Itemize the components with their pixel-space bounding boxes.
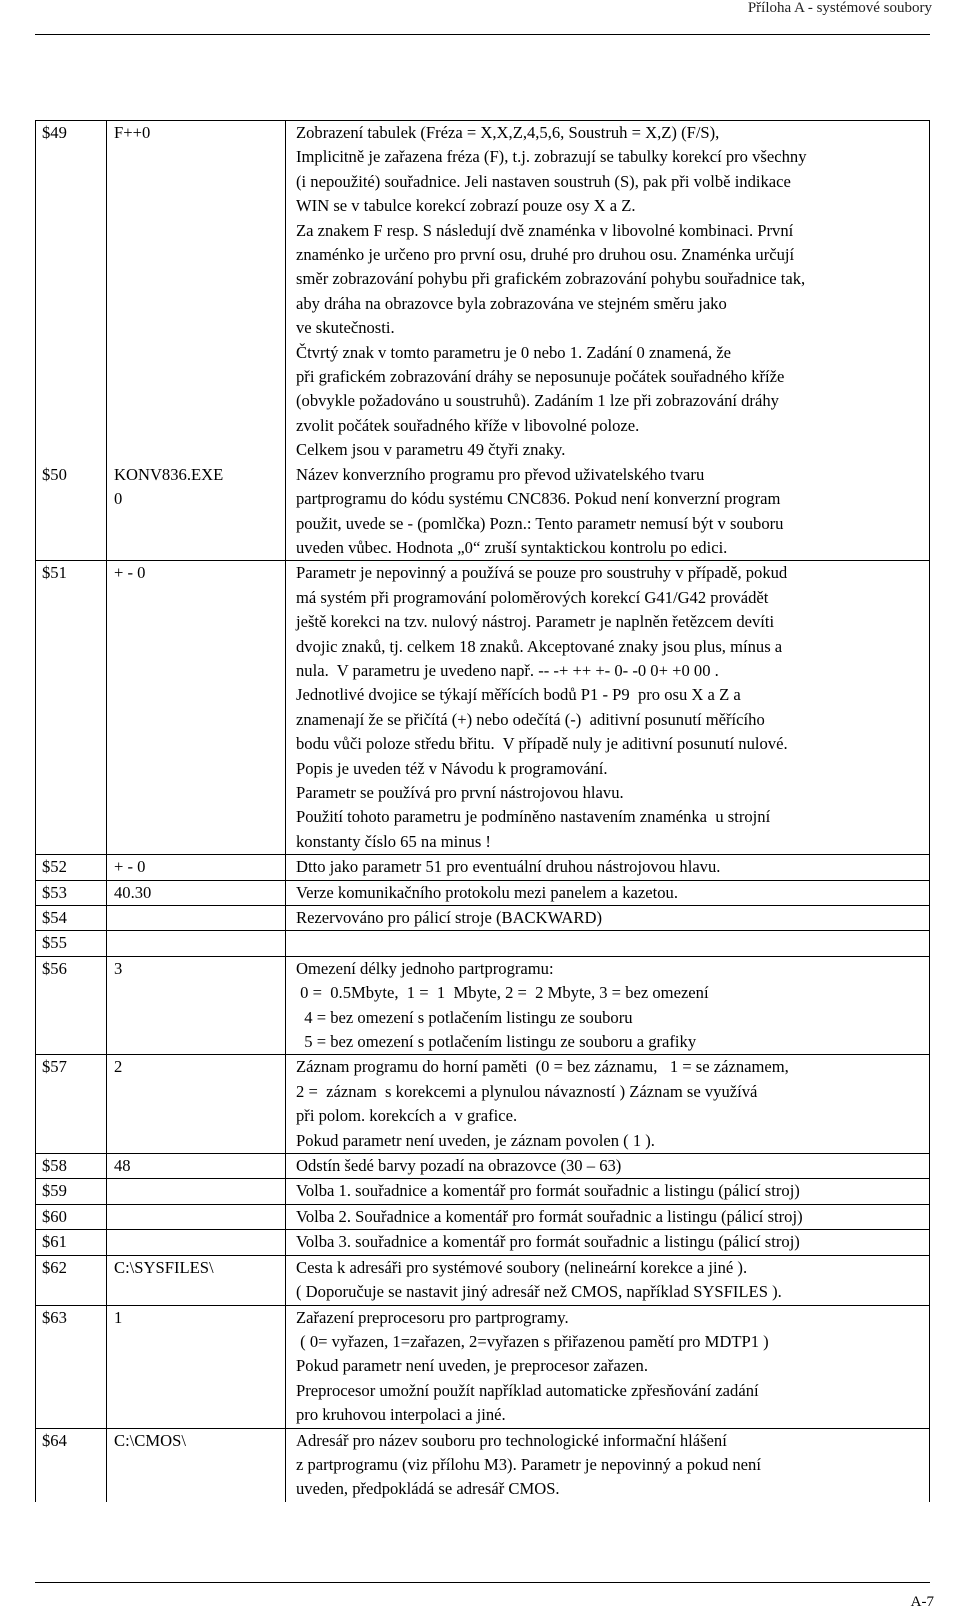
param-description xyxy=(286,880,930,905)
param-value-line: 2 xyxy=(114,1057,123,1077)
description-line: Záznam programu do horní paměti (0 = bez záznamu, 1 = se záznamem, xyxy=(296,1057,789,1077)
param-description xyxy=(286,1230,930,1255)
table-row xyxy=(36,1305,930,1428)
description-line: Jednotlivé dvojice se týkají měřících bodů P1 - P9 pro osu X a Z a xyxy=(296,685,741,705)
description-line: Rezervováno pro pálicí stroje (BACKWARD) xyxy=(296,908,602,927)
table-row xyxy=(36,1204,930,1229)
param-value-line: + - 0 xyxy=(114,563,146,583)
table-row xyxy=(36,463,930,561)
param-value-line: 1 xyxy=(114,1307,123,1327)
table-row xyxy=(36,121,930,463)
description-line: Volba 2. Souřadnice a komentář pro formát souřadnic a listingu (pálicí stroj) xyxy=(296,1206,803,1226)
description-line: Název konverzního programu pro převod uživatelského tvaru xyxy=(296,464,705,484)
description-line: z partprogramu (viz přílohu M3). Parametr je nepovinný a pokud není xyxy=(296,1454,761,1474)
param-value-line xyxy=(114,906,285,930)
param-value-line: F++0 xyxy=(114,123,151,142)
param-value xyxy=(107,1305,286,1428)
param-value xyxy=(107,855,286,880)
param-code: $63 xyxy=(36,1305,107,1428)
param-value xyxy=(107,1154,286,1179)
param-value xyxy=(107,1230,286,1255)
header-rule xyxy=(35,34,930,35)
description-line: Za znakem F resp. S následují dvě znaménka v libovolné kombinaci. První xyxy=(296,220,794,240)
description-line: Volba 1. souřadnice a komentář pro formát souřadnic a listingu (pálicí stroj) xyxy=(296,1181,800,1201)
description-line: znaménko je určeno pro první osu, druhé pro druhou osu. Znaménka určují xyxy=(296,245,795,265)
param-code: $61 xyxy=(36,1230,107,1255)
param-code: $49 xyxy=(36,121,107,463)
table-row xyxy=(36,1179,930,1204)
param-description xyxy=(286,1204,930,1229)
param-value-line: + - 0 xyxy=(114,857,146,877)
description-line: Dtto jako parametr 51 pro eventuální druhou nástrojovou hlavu. xyxy=(296,857,721,877)
param-code: $53 xyxy=(36,880,107,905)
table-row xyxy=(36,1230,930,1255)
param-value xyxy=(107,463,286,561)
param-code: $60 xyxy=(36,1204,107,1229)
description-line: znamenají že se přičítá (+) nebo odečítá (-) aditivní posunutí měřícího xyxy=(296,709,765,729)
param-description xyxy=(286,1255,930,1305)
param-code: $57 xyxy=(36,1055,107,1154)
table-row xyxy=(36,1255,930,1305)
param-code: $54 xyxy=(36,906,107,931)
param-value xyxy=(107,1204,286,1229)
table-row xyxy=(36,906,930,931)
param-value xyxy=(107,561,286,855)
description-line: 0 = 0.5Mbyte, 1 = 1 Mbyte, 2 = 2 Mbyte, 3 = bez omezení xyxy=(296,983,709,1003)
param-value xyxy=(107,1255,286,1305)
param-value xyxy=(107,1055,286,1154)
param-value-line xyxy=(114,1179,285,1203)
table-row xyxy=(36,1154,930,1179)
param-value-line xyxy=(114,1205,285,1229)
param-description xyxy=(286,931,930,956)
table-row xyxy=(36,561,930,855)
description-line: zvolit počátek souřadného kříže v libovolné poloze. xyxy=(296,415,640,435)
param-value-line: KONV836.EXE xyxy=(114,464,224,484)
description-line: ( 0= vyřazen, 1=zařazen, 2=vyřazen s přiřazenou pamětí pro MDTP1 ) xyxy=(296,1331,769,1351)
description-line: použit, uvede se - (pomlčka) Pozn.: Tento parametr nemusí být v souboru xyxy=(296,513,784,533)
parameter-table-body xyxy=(36,121,930,1502)
param-value xyxy=(107,956,286,1055)
param-description xyxy=(286,463,930,561)
param-value-line xyxy=(114,931,285,955)
param-value xyxy=(107,121,286,463)
param-value-line: 0 xyxy=(114,489,123,509)
param-value-line: C:\SYSFILES\ xyxy=(114,1257,214,1277)
description-line: uveden, předpokládá se adresář CMOS. xyxy=(296,1479,560,1499)
param-description xyxy=(286,1055,930,1154)
page-number: A-7 xyxy=(910,1594,934,1610)
description-line: Zobrazení tabulek (Fréza = X,X,Z,4,5,6, Soustruh = X,Z) (F/S), xyxy=(296,123,720,142)
description-line: Použití tohoto parametru je podmíněno nastavením znaménka u strojní xyxy=(296,807,771,827)
param-code: $51 xyxy=(36,561,107,855)
param-code: $50 xyxy=(36,463,107,561)
param-value xyxy=(107,1179,286,1204)
param-code: $62 xyxy=(36,1255,107,1305)
param-code: $52 xyxy=(36,855,107,880)
param-value-line: C:\CMOS\ xyxy=(114,1430,186,1450)
description-line: Cesta k adresáři pro systémové soubory (nelineární korekce a jiné ). xyxy=(296,1257,748,1277)
description-line: konstanty číslo 65 na minus ! xyxy=(296,831,491,851)
param-code: $59 xyxy=(36,1179,107,1204)
description-line: Omezení délky jednoho partprogramu: xyxy=(296,958,554,978)
description-line: (i nepoužité) souřadnice. Jeli nastaven soustruh (S), pak při volbě indikace xyxy=(296,171,791,191)
description-line: ( Doporučuje se nastavit jiný adresář než CMOS, například SYSFILES ). xyxy=(296,1282,782,1302)
description-line: nula. V parametru je uvedeno např. -- -+ ++ +- 0- -0 0+ +0 00 . xyxy=(296,660,719,680)
param-description xyxy=(286,1154,930,1179)
description-line: Zařazení preprocesoru pro partprogramy. xyxy=(296,1307,569,1327)
table-row xyxy=(36,1055,930,1154)
table-row xyxy=(36,931,930,956)
description-line: směr zobrazování pohybu při grafickém zobrazování pohybu souřadnice tak, xyxy=(296,269,806,289)
description-line: Implicitně je zařazena fréza (F), t.j. zobrazují se tabulky korekcí pro všechny xyxy=(296,147,807,167)
description-line: partprogramu do kódu systému CNC836. Pokud není konverzní program xyxy=(296,489,781,509)
param-code: $64 xyxy=(36,1428,107,1502)
description-line: dvojic znaků, tj. celkem 18 znaků. Akceptované znaky jsou plus, mínus a xyxy=(296,636,783,656)
param-code: $55 xyxy=(36,931,107,956)
param-description xyxy=(286,121,930,463)
description-line: při grafickém zobrazování dráhy se neposunuje počátek souřadného kříže xyxy=(296,367,785,387)
param-description xyxy=(286,906,930,931)
description-line: má systém při programování poloměrových korekcí G41/G42 provádět xyxy=(296,587,769,607)
description-line: Odstín šedé barvy pozadí na obrazovce (30 – 63) xyxy=(296,1156,622,1176)
footer-rule xyxy=(35,1582,930,1583)
description-line: pro kruhovou interpolaci a jiné. xyxy=(296,1405,506,1425)
description-line: Čtvrtý znak v tomto parametru je 0 nebo 1. Zadání 0 znamená, že xyxy=(296,342,731,362)
description-line: ještě korekci na tzv. nulový nástroj. Parametr je naplněn řetězcem devíti xyxy=(296,612,775,632)
description-line: Parametr se používá pro první nástrojovou hlavu. xyxy=(296,782,624,802)
description-line xyxy=(296,931,929,955)
param-description xyxy=(286,1179,930,1204)
description-line: Pokud parametr není uveden, je preprocesor zařazen. xyxy=(296,1356,648,1376)
description-line: 2 = záznam s korekcemi a plynulou návazností ) Záznam se využívá xyxy=(296,1081,758,1101)
param-value-line: 3 xyxy=(114,958,123,978)
description-line: Preprocesor umožní použít například automaticke zpřesňování zadání xyxy=(296,1380,759,1400)
description-line: Volba 3. souřadnice a komentář pro formát souřadnic a listingu (pálicí stroj) xyxy=(296,1232,800,1252)
description-line: Celkem jsou v parametru 49 čtyři znaky. xyxy=(296,440,566,460)
param-description xyxy=(286,1305,930,1428)
param-value-line: 48 xyxy=(114,1156,131,1176)
param-code: $58 xyxy=(36,1154,107,1179)
description-line: (obvykle požadováno u soustruhů). Zadáním 1 lze při zobrazování dráhy xyxy=(296,391,779,411)
description-line: aby dráha na obrazovce byla zobrazována ve stejném směru jako xyxy=(296,293,727,313)
table-row xyxy=(36,855,930,880)
param-description xyxy=(286,1428,930,1502)
param-value xyxy=(107,906,286,931)
description-line: WIN se v tabulce korekcí zobrazí pouze osy X a Z. xyxy=(296,196,636,216)
description-line: Adresář pro název souboru pro technologické informační hlášení xyxy=(296,1430,727,1450)
table-row xyxy=(36,880,930,905)
param-value xyxy=(107,880,286,905)
description-line: Popis je uveden též v Návodu k programování. xyxy=(296,758,608,778)
description-line: Parametr je nepovinný a používá se pouze pro soustruhy v případě, pokud xyxy=(296,563,788,583)
description-line: bodu vůči poloze středu břitu. V případě nuly je aditivní posunutí nulové. xyxy=(296,734,788,754)
table-row xyxy=(36,956,930,1055)
parameter-table xyxy=(35,120,930,1502)
description-line: 4 = bez omezení s potlačením listingu ze souboru xyxy=(296,1007,633,1027)
param-description xyxy=(286,956,930,1055)
description-line: 5 = bez omezení s potlačením listingu ze souboru a grafiky xyxy=(296,1032,697,1052)
param-description xyxy=(286,855,930,880)
param-value-line: 40.30 xyxy=(114,882,152,902)
table-row xyxy=(36,1428,930,1502)
running-header: Příloha A - systémové soubory xyxy=(747,0,932,16)
param-description xyxy=(286,561,930,855)
param-value-line xyxy=(114,1230,285,1254)
description-line: Pokud parametr není uveden, je záznam povolen ( 1 ). xyxy=(296,1130,655,1150)
description-line: při polom. korekcích a v grafice. xyxy=(296,1106,518,1126)
description-line: uveden vůbec. Hodnota „0“ zruší syntaktickou kontrolu po edici. xyxy=(296,537,728,557)
description-line: ve skutečnosti. xyxy=(296,318,395,338)
param-value xyxy=(107,1428,286,1502)
param-code: $56 xyxy=(36,956,107,1055)
param-value xyxy=(107,931,286,956)
description-line: Verze komunikačního protokolu mezi panelem a kazetou. xyxy=(296,882,678,902)
